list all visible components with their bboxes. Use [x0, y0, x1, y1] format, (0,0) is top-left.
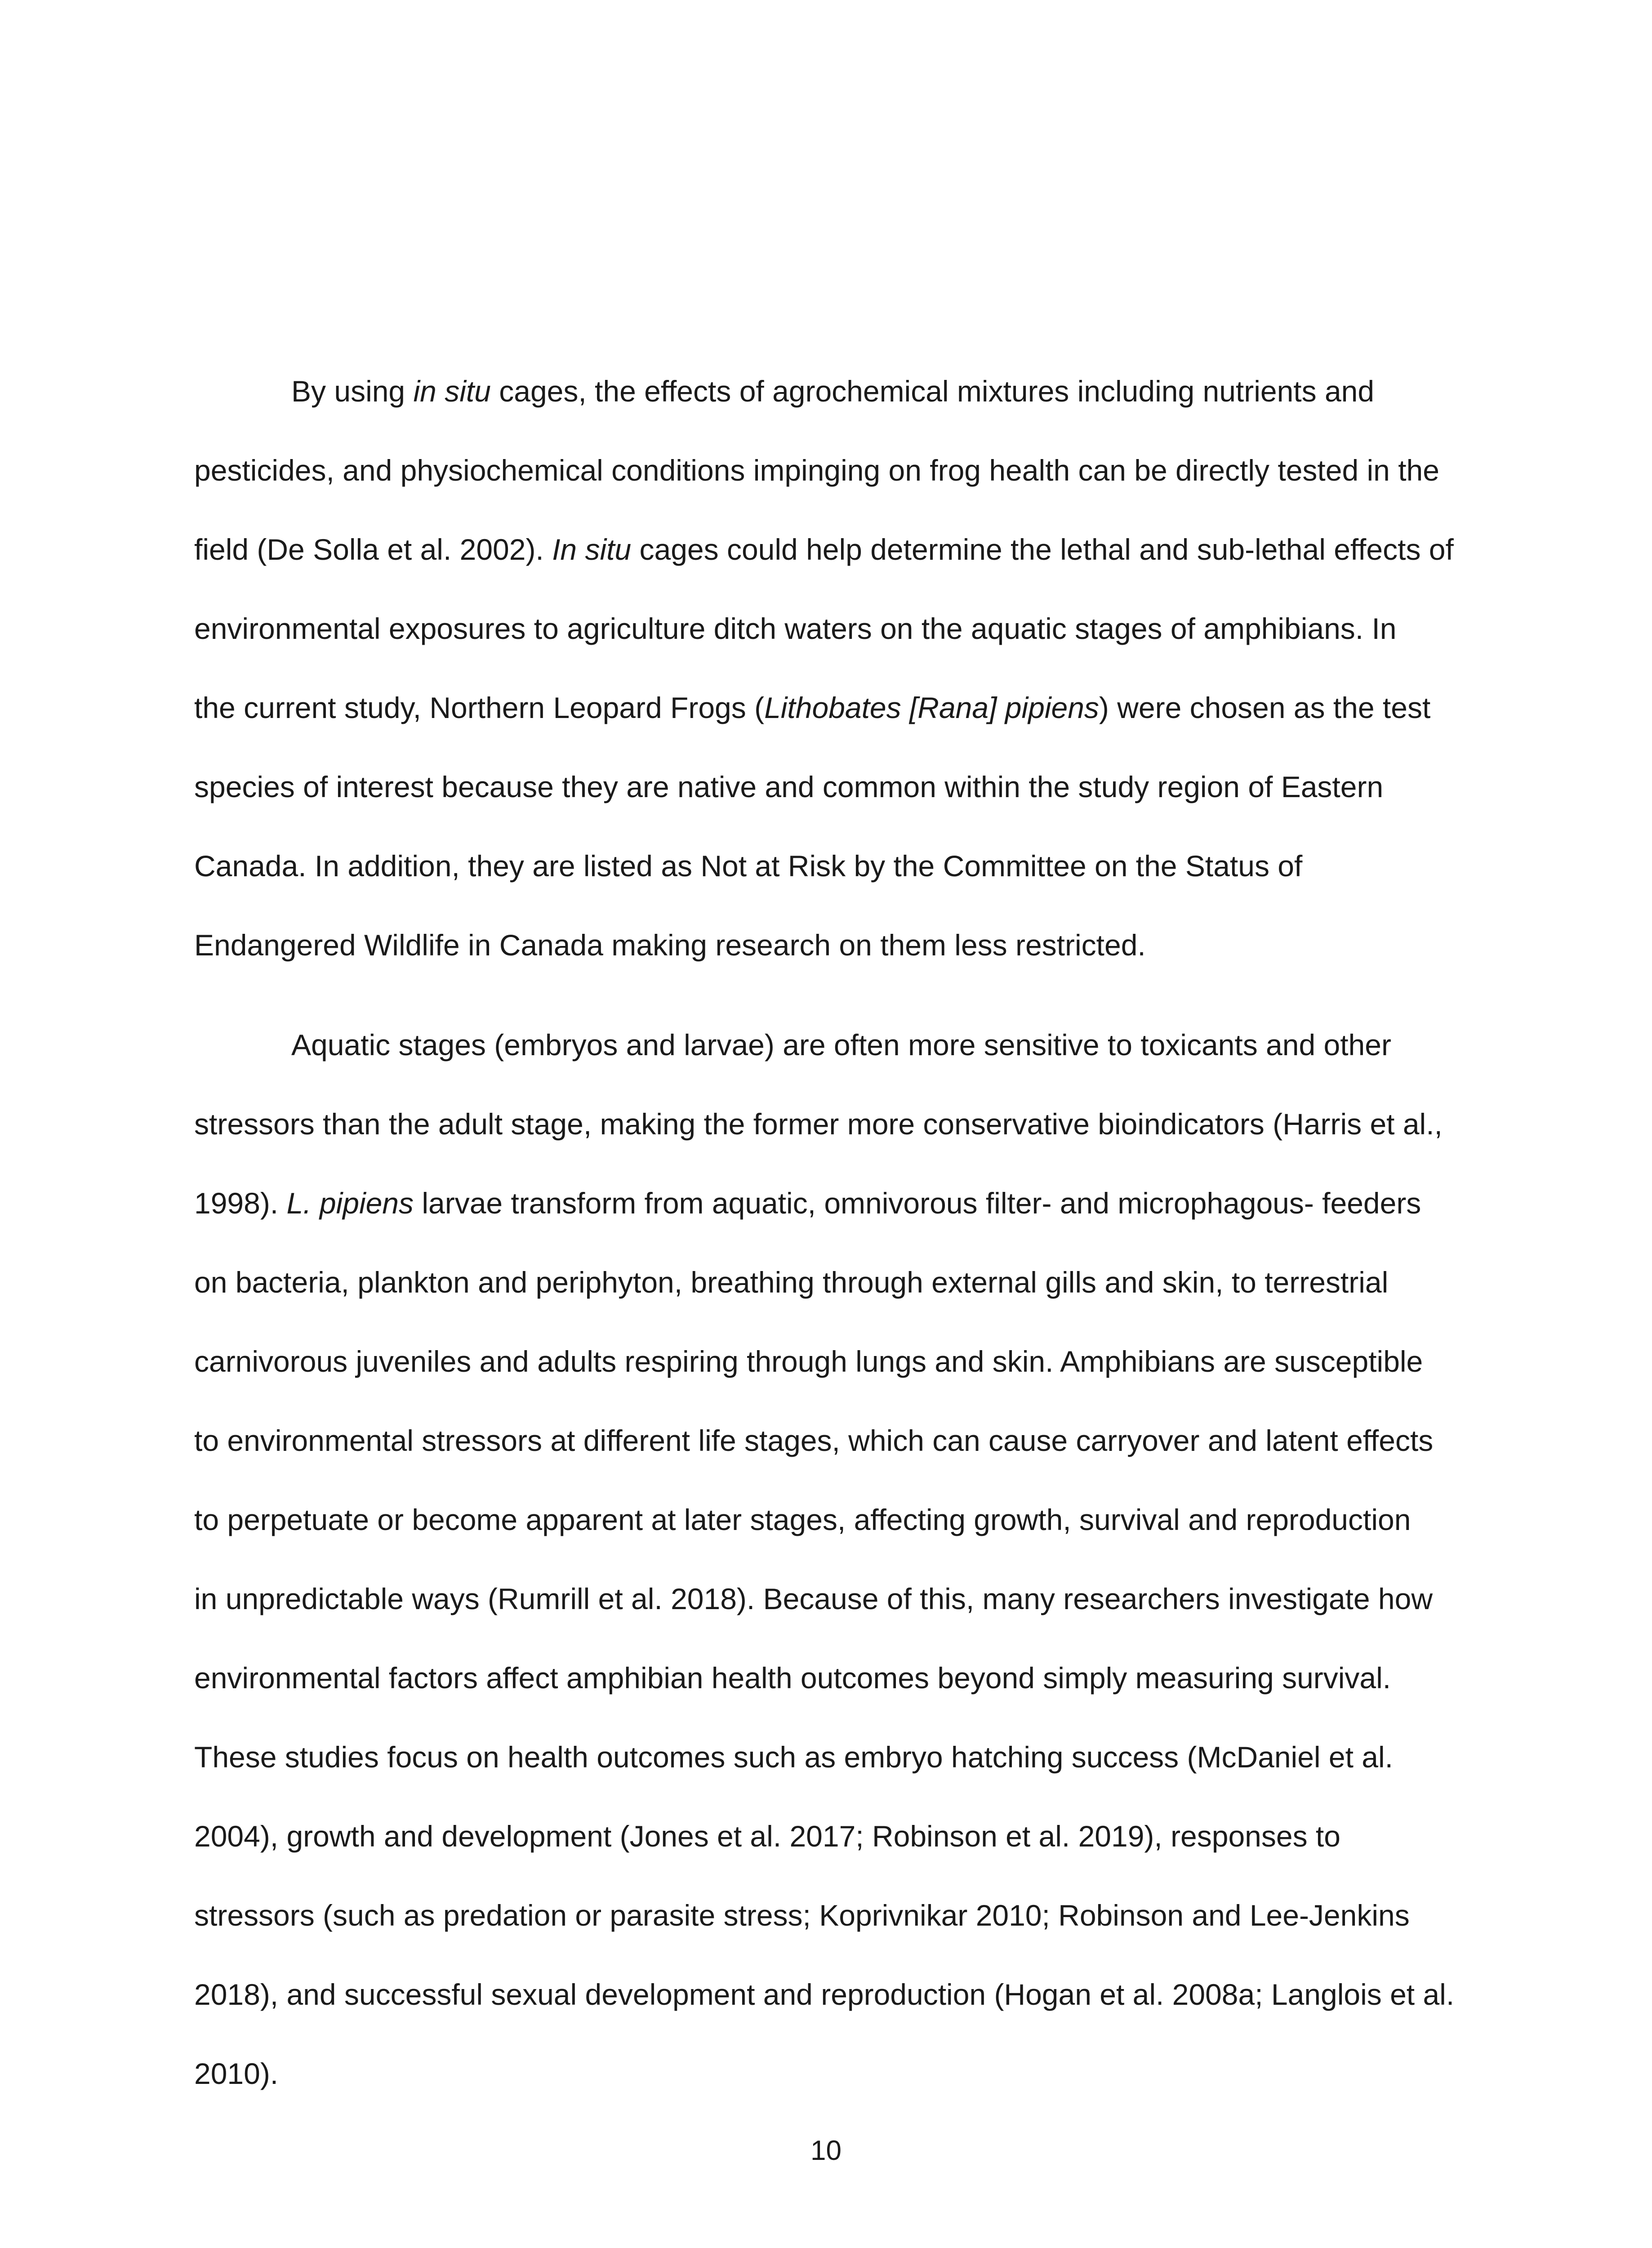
text-run: Canada. In addition, they are listed as Not at Risk by the Committee on the Status of	[194, 849, 1303, 883]
paragraph-1	[194, 352, 1466, 985]
page-number: 10	[810, 2135, 842, 2166]
text-line	[194, 1638, 1466, 1717]
text-run: 2018), and successful sexual development and reproduction (Hogan et al. 2008a; Langlois et al.	[194, 1978, 1455, 2011]
text-line	[194, 1401, 1466, 1480]
text-line	[194, 352, 1466, 431]
text-run: These studies focus on health outcomes such as embryo hatching success (McDaniel et al.	[194, 1740, 1394, 1774]
text-run: field (De Solla et al. 2002).	[194, 533, 552, 566]
text-line	[194, 1084, 1466, 1164]
italic-text-run: Lithobates [Rana] pipiens	[764, 691, 1099, 724]
text-line	[194, 1243, 1466, 1322]
text-line	[194, 510, 1466, 589]
text-line	[194, 1164, 1466, 1243]
paragraph-spacing	[194, 985, 1466, 1005]
text-line	[194, 1797, 1466, 1876]
text-run: larvae transform from aquatic, omnivorous filter- and microphagous- feeders	[414, 1186, 1421, 1220]
text-run: Aquatic stages (embryos and larvae) are often more sensitive to toxicants and other	[291, 1028, 1391, 1062]
text-run: 1998).	[194, 1186, 287, 1220]
text-run: in unpredictable ways (Rumrill et al. 2018). Because of this, many researchers investigate how	[194, 1582, 1433, 1615]
text-line	[194, 2034, 1466, 2113]
text-run: stressors than the adult stage, making the former more conservative bioindicators (Harris et al.,	[194, 1107, 1443, 1141]
text-run: By using	[291, 375, 414, 408]
text-run: pesticides, and physiochemical conditions impinging on frog health can be directly tested in the	[194, 454, 1439, 487]
italic-text-run: in situ	[413, 375, 491, 408]
text-run: ) were chosen as the test	[1099, 691, 1431, 724]
text-line	[194, 1717, 1466, 1797]
text-run: the current study, Northern Leopard Frogs (	[194, 691, 765, 724]
text-run: to perpetuate or become apparent at later stages, affecting growth, survival and reproduction	[194, 1503, 1411, 1536]
text-line	[194, 431, 1466, 510]
text-run: species of interest because they are native and common within the study region of Eastern	[194, 770, 1384, 803]
text-line	[194, 1559, 1466, 1638]
text-line	[194, 668, 1466, 747]
text-line	[194, 1955, 1466, 2034]
text-run: cages could help determine the lethal and sub-lethal effects of	[631, 533, 1454, 566]
italic-text-run: L. pipiens	[286, 1186, 414, 1220]
text-run: stressors (such as predation or parasite stress; Koprivnikar 2010; Robinson and Lee-Jenkins	[194, 1899, 1410, 1932]
text-line	[194, 1876, 1466, 1955]
text-line	[194, 905, 1466, 985]
text-line	[194, 826, 1466, 905]
text-line	[194, 1005, 1466, 1084]
text-line	[194, 1322, 1466, 1401]
text-run: environmental factors affect amphibian health outcomes beyond simply measuring survival.	[194, 1661, 1391, 1695]
text-line	[194, 747, 1466, 826]
italic-text-run: In situ	[552, 533, 632, 566]
text-line	[194, 1480, 1466, 1559]
text-run: 2004), growth and development (Jones et al. 2017; Robinson et al. 2019), responses to	[194, 1820, 1340, 1853]
text-run: to environmental stressors at different life stages, which can cause carryover and latent effects	[194, 1424, 1434, 1457]
text-run: carnivorous juveniles and adults respiring through lungs and skin. Amphibians are susceptible	[194, 1345, 1423, 1378]
text-run: Endangered Wildlife in Canada making research on them less restricted.	[194, 928, 1146, 962]
text-run: 2010).	[194, 2057, 279, 2090]
text-run: environmental exposures to agriculture ditch waters on the aquatic stages of amphibians. In	[194, 612, 1397, 645]
paragraph-2	[194, 1005, 1466, 2113]
text-run: on bacteria, plankton and periphyton, breathing through external gills and skin, to terrestrial	[194, 1266, 1389, 1299]
text-line	[194, 589, 1466, 668]
text-run: cages, the effects of agrochemical mixtures including nutrients and	[490, 375, 1375, 408]
body-text	[194, 352, 1466, 2113]
